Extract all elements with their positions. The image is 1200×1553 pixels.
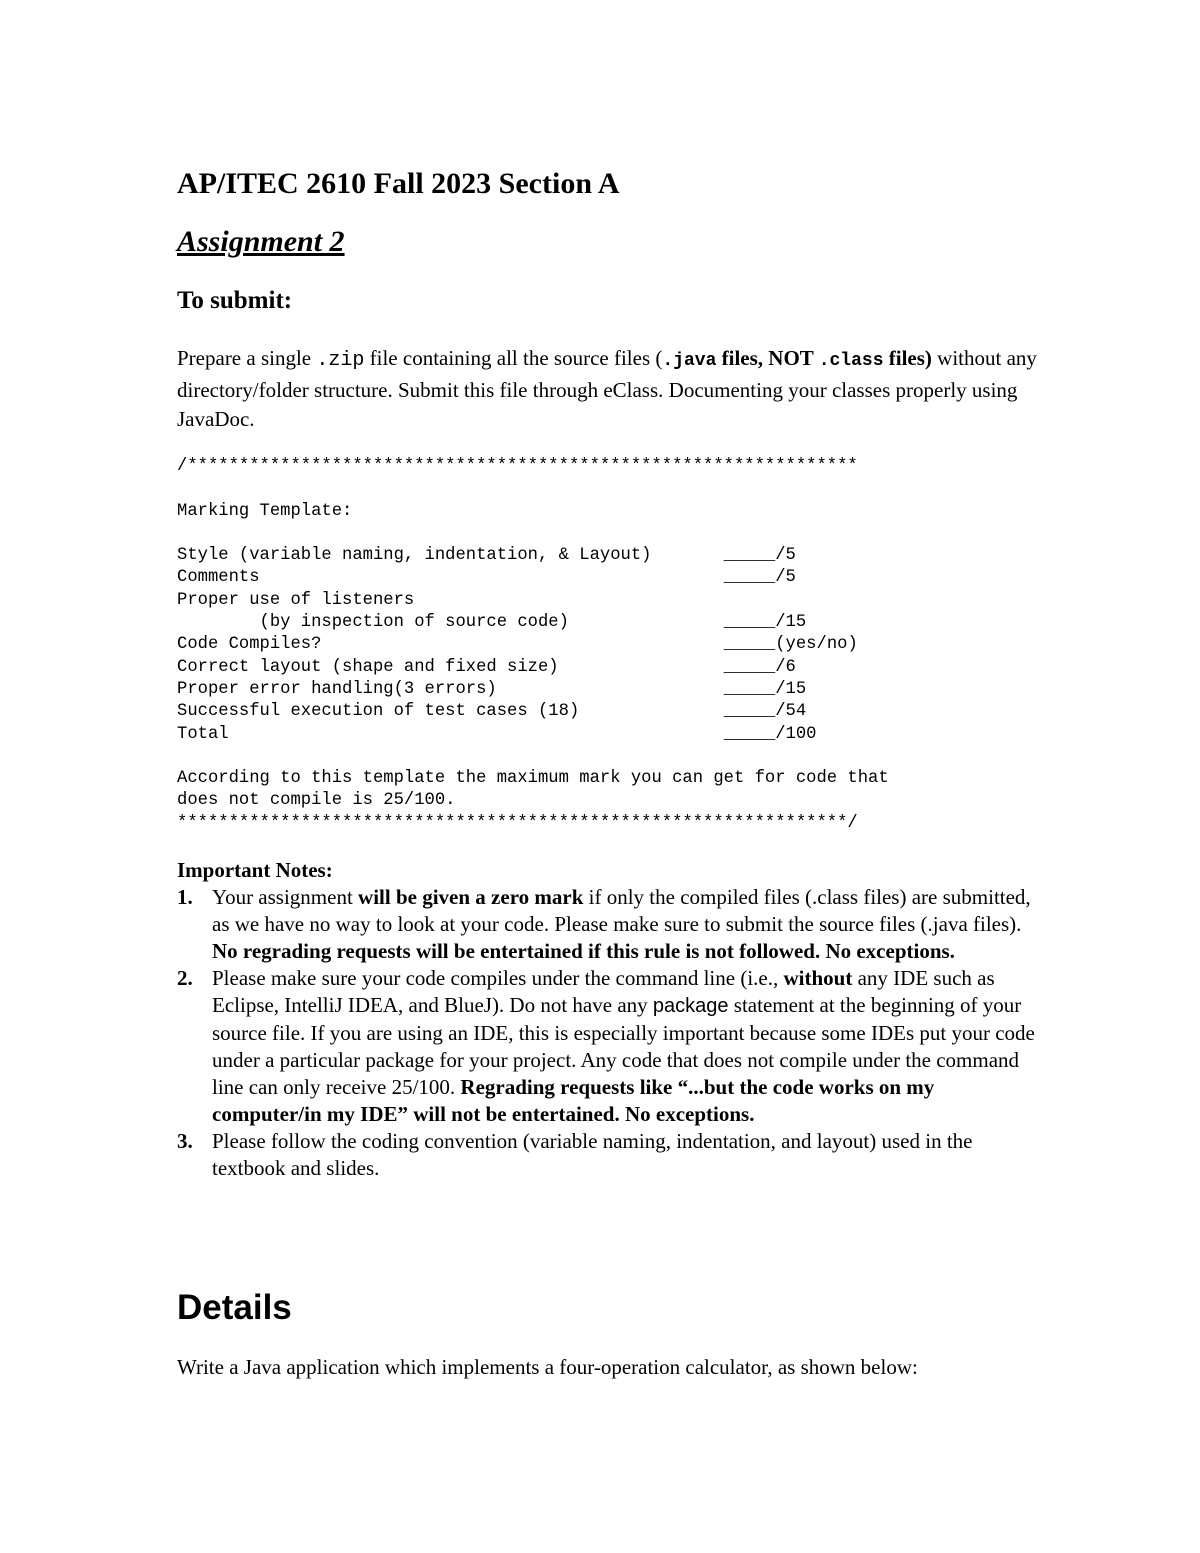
template-row-label: Comments [177,568,260,588]
template-note-line-2: does not compile is 25/100. [177,791,456,811]
note-bold-text: without [783,966,853,990]
template-row-label: (by inspection of source code) [177,613,569,633]
note-item [177,884,1037,965]
submit-text-2: file containing all the source files ( [364,346,663,370]
template-row [177,568,796,587]
template-title: Marking Template: [177,501,353,521]
note-text: Please make sure your code compiles under the command line (i.e., [212,966,784,990]
class-extension: .class [818,351,884,371]
template-row-label: Proper error handling(3 errors) [177,679,497,699]
details-heading: Details [177,1288,292,1327]
note-text: Please follow the coding convention (variable naming, indentation, and layout) used in the textbook and slides. [212,1129,973,1180]
note-item [177,965,1037,1128]
template-row [177,680,806,699]
note-text: Your assignment [212,885,359,909]
submit-instructions [177,344,1037,434]
note-text: statement at the beginning of your source file. If you are using an IDE, this is especially important because some IDEs put your code under a particular package for your project. Any code that does not compile under the command line can only receive 25/100. [212,993,1035,1099]
template-row-label: Total [177,724,229,744]
assignment-title: Assignment 2 [177,225,345,258]
template-row-score: _____/100 [723,724,817,744]
template-note-line-1: According to this template the maximum mark you can get for code that [177,769,889,789]
java-extension: .java [662,351,717,371]
template-row-label: Correct layout (shape and fixed size) [177,657,559,677]
marking-template [177,456,889,835]
template-row [177,635,858,654]
package-keyword: package [652,995,729,1017]
template-close-line: *****************************************************************/ [177,813,858,833]
submit-text-1: Prepare a single [177,346,317,370]
template-row [177,658,796,677]
important-notes-list [177,884,1037,1182]
template-row-label: Successful execution of test cases (18) [177,702,580,722]
note-bold-text: Regrading requests like “...but the code works on my computer/in my IDE” will not be entertained. No exceptions. [212,1075,935,1126]
important-notes-heading: Important Notes: [177,858,333,882]
template-row-score: _____/15 [723,679,807,699]
template-row [177,725,817,744]
note-item [177,1128,1037,1182]
note-text: any IDE such as Eclipse, IntelliJ IDEA, and BlueJ). Do not have any [212,966,995,1017]
template-rows [177,546,858,743]
template-row-score: _____/5 [723,568,796,588]
template-row-score: _____/15 [723,613,807,633]
details-text: Write a Java application which implements a four-operation calculator, as shown below: [177,1355,918,1379]
template-row [177,702,806,721]
template-row-score: _____/5 [723,546,796,566]
files-close-text: files) [883,346,932,370]
template-row-score: _____/54 [723,702,807,722]
template-row-label: Style (variable naming, indentation, & Layout) [177,546,652,566]
submit-text-3: without any directory/folder structure. Submit this file through eClass. Documenting your classes properly using JavaDoc. [177,346,1037,431]
template-row [177,613,806,632]
template-row [177,546,796,565]
note-number: 2. [177,966,193,990]
template-row [177,591,414,610]
template-row-score: _____/6 [723,657,796,677]
zip-extension: .zip [316,349,365,372]
template-row-score: _____(yes/no) [723,635,858,655]
note-bold-text: will be given a zero mark [358,885,584,909]
note-number: 3. [177,1129,193,1153]
submit-heading: To submit: [177,287,293,314]
note-number: 1. [177,885,193,909]
course-title: AP/ITEC 2610 Fall 2023 Section A [177,167,620,200]
template-row-label: Code Compiles? [177,635,322,655]
template-open-line: /***************************************************************** [177,457,858,476]
note-bold-text: No regrading requests will be entertained if this rule is not followed. No exceptions. [212,939,955,963]
files-not-text: files, NOT [716,346,819,370]
note-text: if only the compiled files (.class files) are submitted, as we have no way to look at your code. Please make sure to submit the source files (.java files). [212,885,1031,936]
template-row-label: Proper use of listeners [177,590,415,610]
